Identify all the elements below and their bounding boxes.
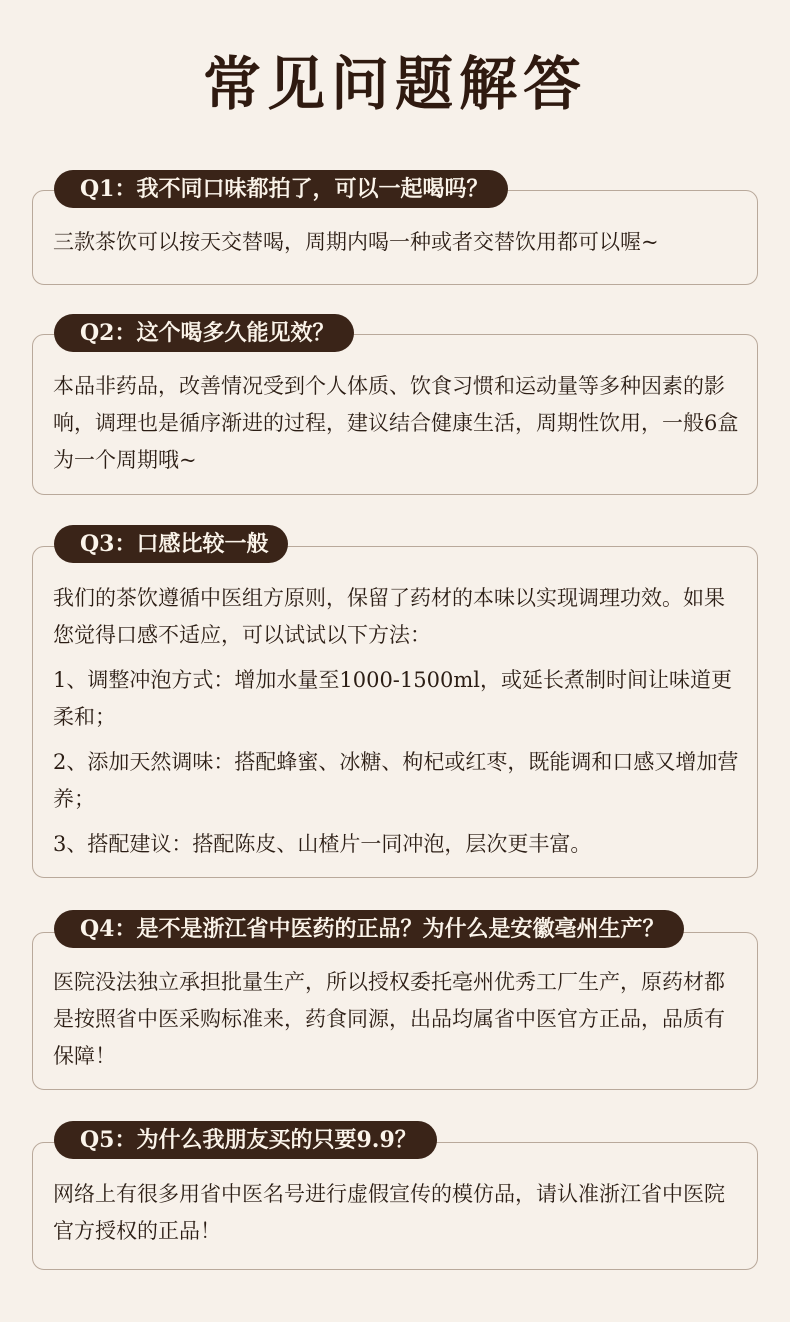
answer-text — [53, 580, 743, 863]
faq-item-4 — [32, 910, 758, 1091]
question-label: Q5：为什么我朋友买的只要9.9？ — [54, 1121, 437, 1159]
answer-text — [53, 964, 743, 1075]
question-label: Q1：我不同口味都拍了，可以一起喝吗？ — [54, 170, 508, 208]
question-label: Q4：是不是浙江省中医药的正品？为什么是安徽亳州生产？ — [54, 910, 684, 948]
answer-card — [32, 1142, 758, 1270]
answer-card — [32, 546, 758, 878]
question-label: Q3：口感比较一般 — [54, 525, 288, 563]
answer-paragraph: 三款茶饮可以按天交替喝，周期内喝一种或者交替饮用都可以喔~ — [53, 230, 659, 254]
answer-paragraph: 网络上有很多用省中医名号进行虚假宣传的模仿品，请认准浙江省中医院官方授权的正品！ — [53, 1182, 725, 1243]
answer-text — [53, 1176, 743, 1250]
answer-text — [53, 224, 743, 261]
answer-card — [32, 334, 758, 495]
answer-paragraph: 我们的茶饮遵循中医组方原则，保留了药材的本味以实现调理功效。如果您觉得口感不适应，可以试试以下方法： — [53, 586, 725, 647]
answer-text — [53, 368, 743, 479]
answer-paragraph: 1、调整冲泡方式：增加水量至1000-1500ml，或延长煮制时间让味道更柔和； — [53, 668, 732, 729]
answer-card — [32, 932, 758, 1090]
question-label: Q2：这个喝多久能见效？ — [54, 314, 354, 352]
answer-paragraph: 本品非药品，改善情况受到个人体质、饮食习惯和运动量等多种因素的影响，调理也是循序渐进的过程，建议结合健康生活，周期性饮用，一般6盒为一个周期哦~ — [53, 374, 739, 472]
faq-item-3 — [32, 525, 758, 879]
answer-paragraph: 2、添加天然调味：搭配蜂蜜、冰糖、枸杞或红枣，既能调和口感又增加营养； — [53, 750, 739, 811]
answer-paragraph: 3、搭配建议：搭配陈皮、山楂片一同冲泡，层次更丰富。 — [53, 832, 592, 856]
faq-item-5 — [32, 1121, 758, 1271]
faq-item-1 — [32, 170, 758, 286]
page-title: 常见问题解答 — [202, 50, 587, 118]
faq-item-2 — [32, 314, 758, 496]
answer-paragraph: 医院没法独立承担批量生产，所以授权委托亳州优秀工厂生产，原药材都是按照省中医采购标准来，药食同源，出品均属省中医官方正品，品质有保障！ — [53, 970, 725, 1068]
